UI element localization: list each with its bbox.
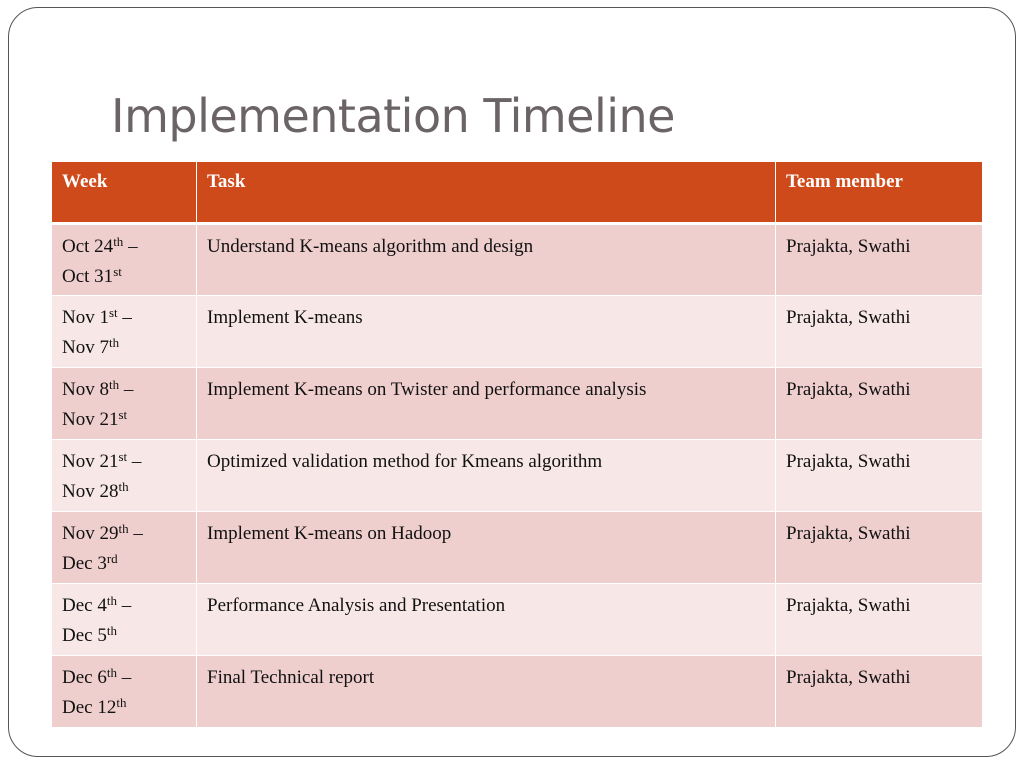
week-end: Nov 28th — [62, 479, 129, 502]
task-cell: Final Technical report — [197, 656, 776, 728]
team-member-cell: Prajakta, Swathi — [776, 584, 983, 656]
week-cell — [52, 656, 197, 728]
column-header-task: Task — [197, 162, 776, 224]
week-end: Oct 31st — [62, 264, 122, 287]
week-start: Nov 21st – — [62, 449, 142, 472]
week-cell — [52, 224, 197, 296]
week-cell — [52, 584, 197, 656]
team-member-cell: Prajakta, Swathi — [776, 368, 983, 440]
task-cell: Implement K-means on Hadoop — [197, 512, 776, 584]
task-cell: Implement K-means — [197, 296, 776, 368]
task-cell: Understand K-means algorithm and design — [197, 224, 776, 296]
table-row — [52, 656, 983, 728]
table-row — [52, 368, 983, 440]
timeline-table — [51, 161, 983, 728]
team-member-cell: Prajakta, Swathi — [776, 656, 983, 728]
team-member-cell: Prajakta, Swathi — [776, 296, 983, 368]
week-start: Oct 24th – — [62, 234, 138, 257]
task-cell: Implement K-means on Twister and performance analysis — [197, 368, 776, 440]
week-cell — [52, 512, 197, 584]
table-header-row — [52, 162, 983, 224]
week-end: Dec 3rd — [62, 551, 118, 574]
week-cell — [52, 368, 197, 440]
task-cell: Optimized validation method for Kmeans algorithm — [197, 440, 776, 512]
week-end: Nov 21st — [62, 407, 128, 430]
week-end: Dec 5th — [62, 623, 117, 646]
week-start: Nov 29th – — [62, 521, 143, 544]
week-start: Dec 4th – — [62, 593, 132, 616]
week-start: Nov 8th – — [62, 377, 134, 400]
task-cell: Performance Analysis and Presentation — [197, 584, 776, 656]
week-start: Nov 1st – — [62, 305, 132, 328]
table-row — [52, 512, 983, 584]
table-row — [52, 584, 983, 656]
team-member-cell: Prajakta, Swathi — [776, 512, 983, 584]
week-cell — [52, 296, 197, 368]
table-row — [52, 296, 983, 368]
column-header-week: Week — [52, 162, 197, 224]
week-start: Dec 6th – — [62, 665, 132, 688]
slide-title: Implementation Timeline — [111, 89, 675, 143]
team-member-cell: Prajakta, Swathi — [776, 224, 983, 296]
team-member-cell: Prajakta, Swathi — [776, 440, 983, 512]
week-end: Nov 7th — [62, 335, 120, 358]
table-row — [52, 440, 983, 512]
week-cell — [52, 440, 197, 512]
table-row — [52, 224, 983, 296]
week-end: Dec 12th — [62, 695, 127, 718]
column-header-team-member: Team member — [776, 162, 983, 224]
